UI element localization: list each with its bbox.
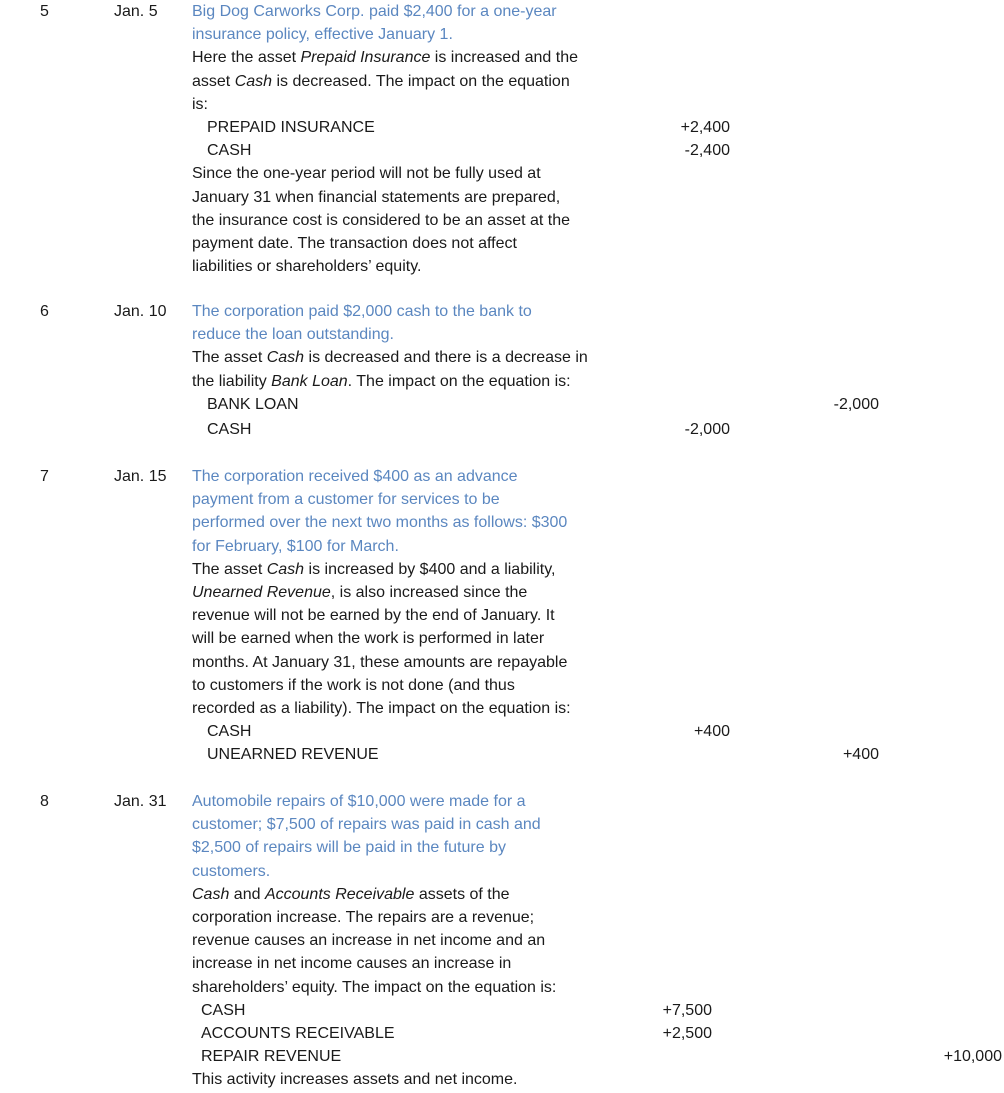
account-name: CASH [207,723,252,741]
transaction-date: Jan. 15 [114,468,167,485]
account-row [192,393,879,416]
account-name: CASH [207,420,252,438]
account-row [192,720,730,743]
account-amount: +10,000 [943,1048,1002,1066]
explanation-line: asset Cash is decreased. The impact on the equation [192,72,570,90]
account-name: ACCOUNTS RECEIVABLE [201,1024,395,1042]
explanation-line: The asset Cash is increased by $400 and a liability, [192,560,556,578]
explanation-line: increase in net income causes an increase in [192,955,512,973]
description-line: The corporation paid $2,000 cash to the bank to [192,303,532,320]
account-row [192,418,730,441]
account-name: CASH [207,142,252,160]
explanation-line: recorded as a liability). The impact on the equation is: [192,699,571,717]
description-line: reduce the loan outstanding. [192,326,394,344]
description-line: Automobile repairs of $10,000 were made for a [192,793,526,810]
description-line: payment from a customer for services to be [192,491,500,509]
explanation-line: shareholders’ equity. The impact on the equation is: [192,978,557,996]
explanation-line: revenue will not be earned by the end of January. It [192,607,555,625]
explanation-line: revenue causes an increase in net income and an [192,932,546,950]
account-amount: -2,000 [684,420,730,438]
description-line: Big Dog Carworks Corp. paid $2,400 for a one-year [192,3,557,20]
account-row [192,999,712,1022]
description-line: The corporation received $400 as an advance [192,468,518,485]
account-amount: +400 [693,723,730,741]
transaction-number: 6 [40,303,49,320]
account-amount: +2,400 [680,118,730,136]
note-line: payment date. The transaction does not affect [192,234,517,252]
account-row [192,1022,712,1045]
description-line: $2,500 of repairs will be paid in the future by [192,839,506,857]
explanation-line: corporation increase. The repairs are a revenue; [192,908,535,926]
description-line: customers. [192,862,271,880]
transaction-date: Jan. 10 [114,303,167,320]
transaction-date: Jan. 31 [114,793,167,810]
transaction-number: 7 [40,468,49,485]
explanation-line: Cash and Accounts Receivable assets of the [192,885,510,903]
account-amount: -2,000 [833,395,879,413]
note-line: Since the one-year period will not be fully used at [192,165,541,183]
account-row [192,139,730,162]
account-name: UNEARNED REVENUE [207,746,379,764]
transaction-body [192,300,879,441]
explanation-line: Unearned Revenue, is also increased since the [192,583,528,601]
description-line: insurance policy, effective January 1. [192,26,453,44]
account-name: BANK LOAN [207,395,299,413]
note-line: This activity increases assets and net income. [192,1071,518,1089]
note-line: the insurance cost is considered to be an asset at the [192,211,571,229]
description-line: for February, $100 for March. [192,537,399,555]
description-line: performed over the next two months as follows: $300 [192,514,568,532]
account-name: PREPAID INSURANCE [207,118,375,136]
account-amount: +400 [842,746,879,764]
account-row [192,1045,1002,1068]
account-row [192,116,730,139]
explanation-line: will be earned when the work is performed in later [192,630,545,648]
account-name: REPAIR REVENUE [201,1048,342,1066]
transaction-body [192,790,1002,1091]
explanation-line: the liability Bank Loan. The impact on the equation is: [192,372,571,390]
description-line: customer; $7,500 of repairs was paid in cash and [192,816,541,834]
transaction-number: 8 [40,793,49,810]
note-line: liabilities or shareholders’ equity. [192,258,422,276]
explanation-line: The asset Cash is decreased and there is a decrease in [192,349,588,367]
transaction-number: 5 [40,3,49,20]
explanation-line: to customers if the work is not done (and thus [192,676,515,694]
account-amount: +2,500 [662,1024,712,1042]
transaction-date: Jan. 5 [114,3,158,20]
explanation-line: is: [192,95,208,113]
account-name: CASH [201,1001,246,1019]
account-amount: +7,500 [662,1001,712,1019]
account-row [192,743,879,766]
transaction-body [192,465,879,766]
account-amount: -2,400 [684,142,730,160]
explanation-line: months. At January 31, these amounts are repayable [192,653,568,671]
explanation-line: Here the asset Prepaid Insurance is increased and the [192,49,579,67]
transaction-body [192,0,730,278]
note-line: January 31 when financial statements are prepared, [192,188,561,206]
